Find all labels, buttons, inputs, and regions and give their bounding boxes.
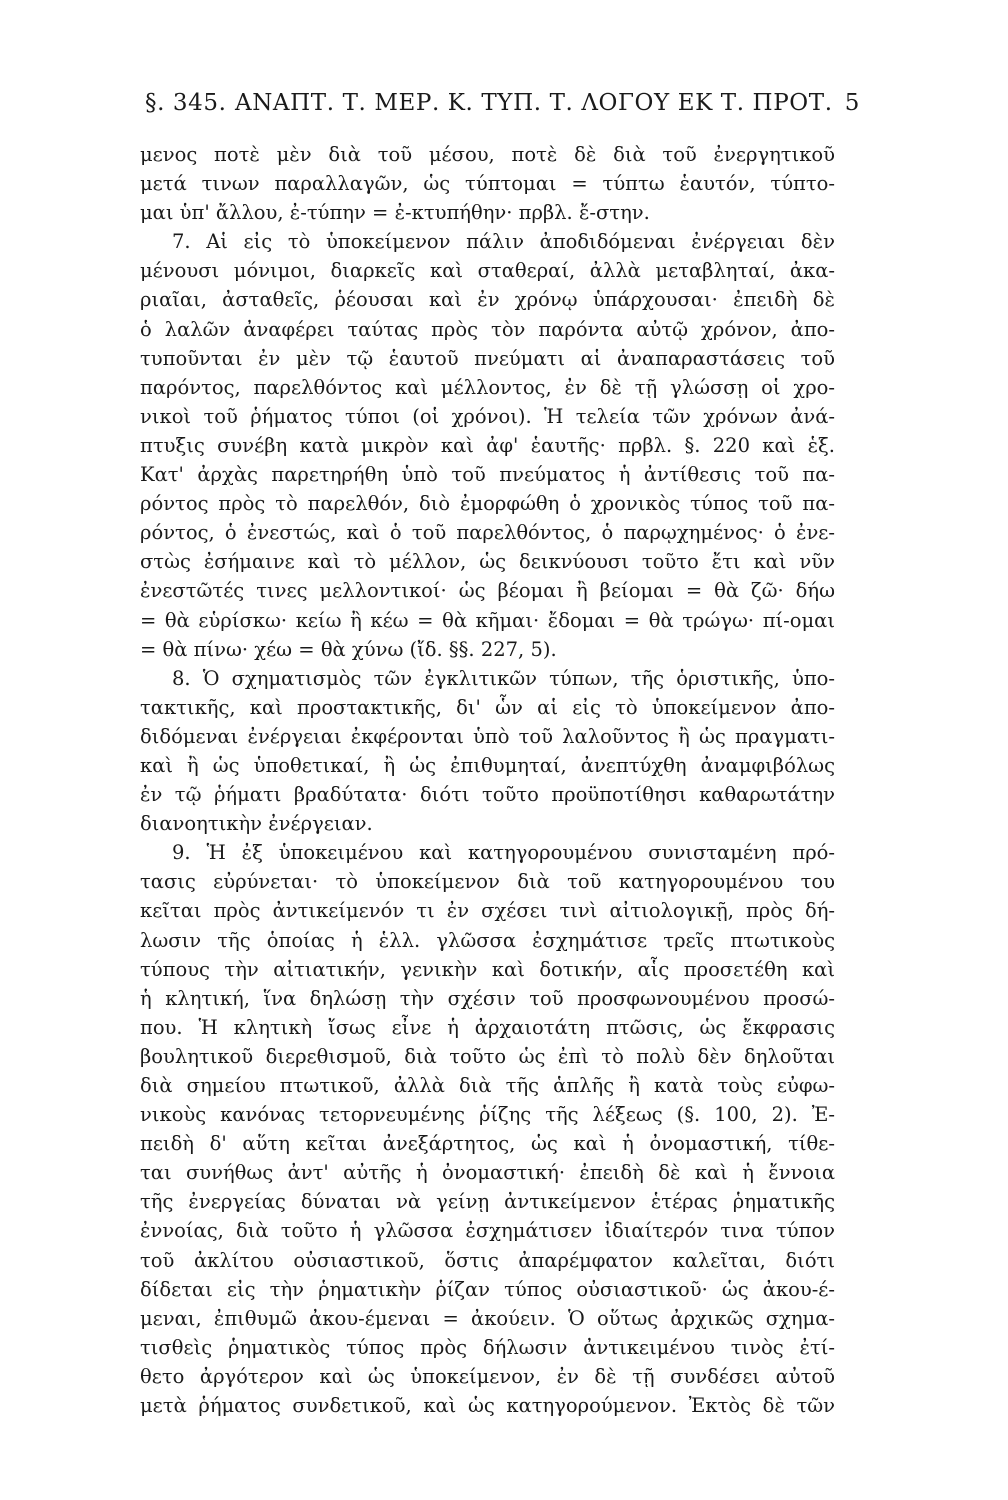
text-line: πτυξις συνέβη κατὰ μικρὸν καὶ ἀφ' ἑαυτῆς· πρβλ. §. 220 καὶ ἑξ. [140,433,835,457]
text-line: κεῖται πρὸς ἀντικείμενόν τι ἐν σχέσει τινὶ αἰτιολογικῇ, πρὸς δή- [140,899,835,923]
text-line: ρόντος, ὁ ἐνεστώς, καὶ ὁ τοῦ παρελθόντος, ὁ παρῳχημένος· ὁ ἐνε- [140,521,835,545]
text-line: ὁ λαλῶν ἀναφέρει ταύτας πρὸς τὸν παρόντα αὐτῷ χρόνον, ἀπο- [140,317,835,341]
text-line: τισθεὶς ῥηματικὸς τύπος πρὸς δήλωσιν ἀντικειμένου τινὸς ἐτί- [140,1335,835,1359]
text-line: παρόντος, παρελθόντος καὶ μέλλοντος, ἐν δὲ τῇ γλώσσῃ οἱ χρο- [140,375,835,399]
text-line: μενος ποτὲ μὲν διὰ τοῦ μέσου, ποτὲ δὲ διὰ τοῦ ἐνεργητικοῦ [140,143,835,166]
text-line: δίδεται εἰς τὴν ῥηματικὴν ῥίζαν τύπος οὐσιαστικοῦ· ὡς ἀκου-έ- [140,1277,835,1301]
text-line: μεναι, ἐπιθυμῶ ἀκου-έμεναι = ἀκούειν. Ὁ οὕτως ἀρχικῶς σχημα- [140,1306,835,1330]
text-line: βουλητικοῦ διερεθισμοῦ, διὰ τοῦτο ὡς ἐπὶ τὸ πολὺ δὲν δηλοῦται [140,1044,835,1068]
section-number: §. 345. [145,90,227,116]
text-line: μαι ὑπ' ἄλλου, ἐ-τύπην = ἐ-κτυπήθην· πρβλ. ἔ-στην. [140,201,650,225]
text-line: νικοὶ τοῦ ῥήματος τύποι (οἱ χρόνοι). Ἡ τελεία τῶν χρόνων ἀνά- [140,404,835,428]
text-line: τασις εὐρύνεται· τὸ ὑποκείμενον διὰ τοῦ κατηγορουμένου του [140,870,835,894]
text-line: μένουσι μόνιμοι, διαρκεῖς καὶ σταθεραί, ἀλλὰ μεταβληταί, ἀκα- [140,259,835,283]
text-line: ἐνεστῶτές τινες μελλοντικοί· ὡς βέομαι ἢ βείομαι = θὰ ζῶ· δήω [140,579,835,603]
text-line: διὰ σημείου πτωτικοῦ, ἀλλὰ διὰ τῆς ἁπλῆς ἢ κατὰ τοὺς εὐφω- [140,1074,835,1097]
text-line: πειδὴ δ' αὕτη κεῖται ἀνεξάρτητος, ὡς καὶ ἡ ὀνομαστική, τίθε- [140,1132,835,1156]
text-line: τυποῦνται ἐν μὲν τῷ ἑαυτοῦ πνεύματι αἱ ἀναπαραστάσεις τοῦ [140,346,835,370]
text-line: θετο ἀργότερον καὶ ὡς ὑποκείμενον, ἐν δὲ τῇ συνδέσει αὐτοῦ [140,1364,835,1388]
text-line: ἐννοίας, διὰ τοῦτο ἡ γλῶσσα ἐσχημάτισεν ἰδιαίτερόν τινα τύπον [140,1219,835,1243]
text-line: ἐν τῷ ῥήματι βραδύτατα· διότι τοῦτο προϋποτίθησι καθαρωτάτην [140,783,835,807]
text-line: ἡ κλητική, ἵνα δηλώσῃ τὴν σχέσιν τοῦ προσφωνουμένου προσώ- [140,986,835,1010]
text-line: καὶ ἢ ὡς ὑποθετικαί, ἢ ὡς ἐπιθυμηταί, ἀνεπτύχθη ἀναμφιβόλως [140,753,835,777]
paragraph-8-start: 8. Ὁ σχηματισμὸς τῶν ἐγκλιτικῶν τύπων, τῆς ὁριστικῆς, ὑπο- [172,666,835,690]
text-line: ται συνήθως ἀντ' αὐτῆς ἡ ὀνομαστική· ἐπειδὴ δὲ καὶ ἡ ἔννοια [140,1161,835,1185]
text-line: ριαῖαι, ἀσταθεῖς, ῥέουσαι καὶ ἐν χρόνῳ ὑπάρχουσαι· ἐπειδὴ δὲ [140,288,835,312]
text-line: μετά τινων παραλλαγῶν, ὡς τύπτομαι = τύπτω ἑαυτόν, τύπτο- [140,172,835,196]
paragraph-9-start: 9. Ἡ ἐξ ὑποκειμένου καὶ κατηγορουμένου συνισταμένη πρό- [172,841,835,865]
text-line: ρόντος πρὸς τὸ παρελθόν, διὸ ἐμορφώθη ὁ χρονικὸς τύπος τοῦ πα- [140,492,835,516]
body-text [140,140,835,1420]
text-line: διδόμεναι ἐνέργειαι ἐκφέρονται ὑπὸ τοῦ λαλοῦντος ἢ ὡς πραγματι- [140,724,835,748]
text-line: λωσιν τῆς ὁποίας ἡ ἑλλ. γλῶσσα ἐσχημάτισε τρεῖς πτωτικοὺς [140,928,835,952]
text-line: Κατ' ἀρχὰς παρετηρήθη ὑπὸ τοῦ πνεύματος ἡ ἀντίθεσις τοῦ πα- [140,463,835,487]
text-line: νικοὺς κανόνας τετορνευμένης ῥίζης τῆς λέξεως (§. 100, 2). Ἐ- [140,1103,835,1127]
running-header [145,90,860,130]
page-number: 5 [844,90,860,116]
text-line: στὼς ἐσήμαινε καὶ τὸ μέλλον, ὡς δεικνύουσι τοῦτο ἔτι καὶ νῦν [140,550,835,574]
text-line: = θὰ εὑρίσκω· κείω ἢ κέω = θὰ κῆμαι· ἔδομαι = θὰ τρώγω· πί-ομαι [140,608,835,632]
text-line: μετὰ ῥήματος συνδετικοῦ, καὶ ὡς κατηγορούμενον. Ἐκτὸς δὲ τῶν [140,1394,835,1418]
text-line: διανοητικὴν ἐνέργειαν. [140,812,373,836]
text-line: τακτικῆς, καὶ προστακτικῆς, δι' ὧν αἱ εἰς τὸ ὑποκείμενον ἀπο- [140,695,835,719]
paragraph-7-start: 7. Αἱ εἰς τὸ ὑποκείμενον πάλιν ἀποδιδόμεναι ἐνέργειαι δὲν [172,230,835,254]
header-title: ΑΝΑΠΤ. Τ. ΜΕΡ. Κ. ΤΥΠ. Τ. ΛΟΓΟΥ ΕΚ Τ. ΠΡΟΤ. [235,90,833,116]
text-line: = θὰ πίνω· χέω = θὰ χύνω (ἴδ. §§. 227, 5). [140,637,557,661]
text-line: τῆς ἐνεργείας δύναται νὰ γείνῃ ἀντικείμενον ἑτέρας ῥηματικῆς [140,1190,835,1214]
text-line: που. Ἡ κλητικὴ ἴσως εἶνε ἡ ἀρχαιοτάτη πτῶσις, ὡς ἔκφρασις [140,1015,835,1039]
text-line: τοῦ ἀκλίτου οὐσιαστικοῦ, ὅστις ἀπαρέμφατον καλεῖται, διότι [140,1248,835,1272]
text-line: τύπους τὴν αἰτιατικήν, γενικὴν καὶ δοτικήν, αἷς προσετέθη καὶ [140,957,835,981]
